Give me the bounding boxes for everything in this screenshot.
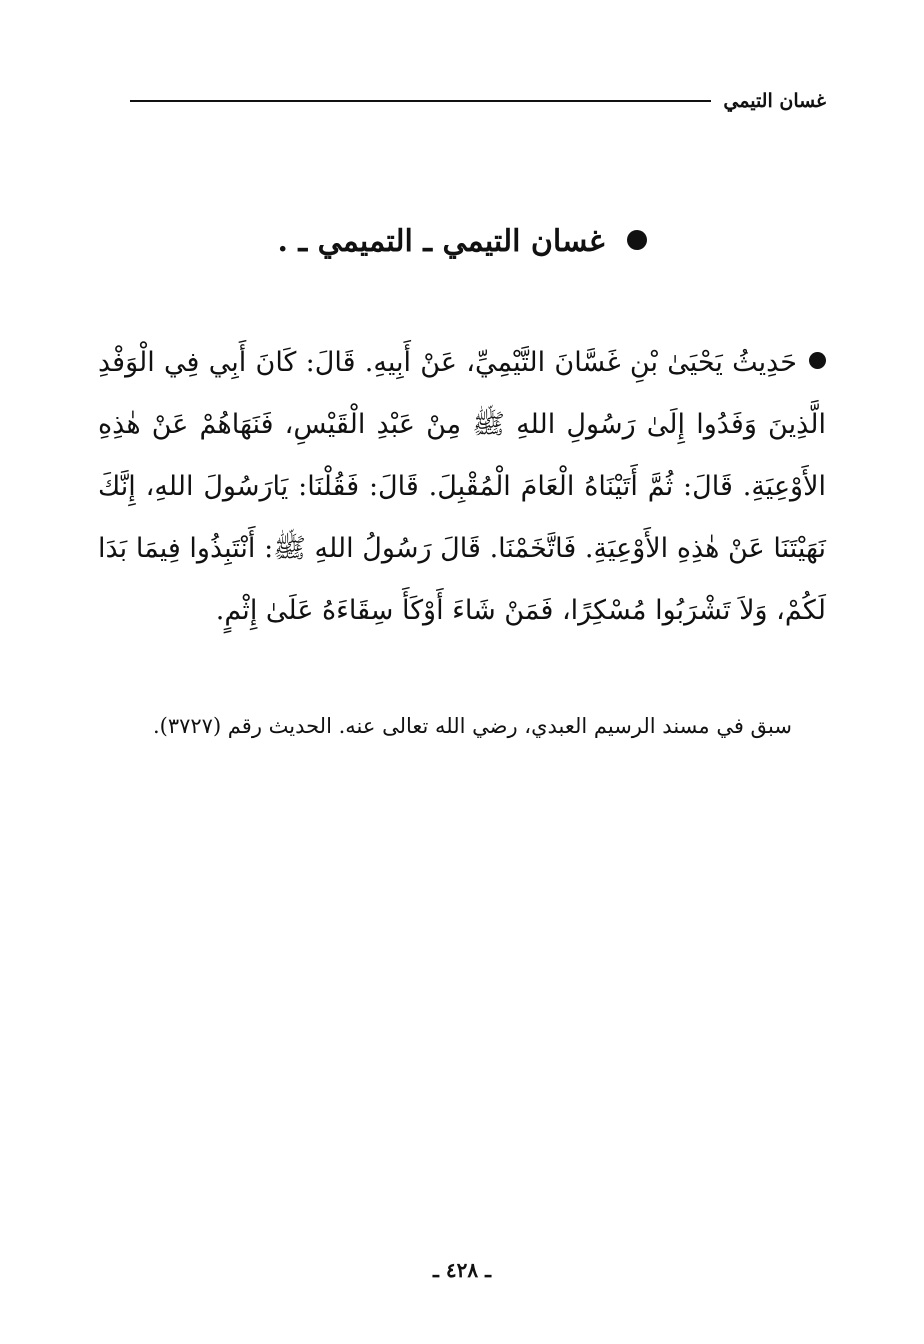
header-rule — [130, 100, 711, 102]
running-header — [130, 86, 826, 116]
chapter-title: غسان التيمي ـ التميمي ـ . — [277, 224, 605, 259]
chapter-heading — [0, 218, 924, 266]
running-title: غسان التيمي — [723, 90, 826, 112]
footnote — [98, 704, 826, 748]
bullet-icon — [809, 352, 826, 369]
bullet-icon — [627, 230, 647, 250]
footnote-text: سبق في مسند الرسيم العبدي، رضي الله تعالى عنه. الحديث رقم (٣٧٢٧). — [152, 714, 792, 738]
page-number: ـ ٤٢٨ ـ — [433, 1258, 491, 1282]
hadith-text: حَدِيثُ يَحْيَىٰ بْنِ غَسَّانَ التَّيْمِيِّ، عَنْ أَبِيهِ. قَالَ: كَانَ أَبِي فِي الْوَفْدِ الَّذِينَ وَفَدُوا إِلَىٰ رَسُولِ اللهِ ﷺ مِنْ عَبْدِ الْقَيْسِ، فَنَهَاهُمْ عَنْ هٰذِهِ الأَوْعِيَةِ. قَالَ: ثُمَّ أَتَيْنَاهُ الْعَامَ الْمُقْبِلَ. قَالَ: فَقُلْنَا: يَارَسُولَ اللهِ، إِنَّكَ نَهَيْتَنَا عَنْ هٰذِهِ الأَوْعِيَةِ. فَاتَّخَمْنَا. قَالَ رَسُولُ اللهِ ﷺ: أَنْتَبِذُوا فِيمَا بَدَا لَكُمْ، وَلاَ تَشْرَبُوا مُسْكِرًا، فَمَنْ شَاءَ أَوْكَأَ سِقَاءَهُ عَلَىٰ إِثْمٍ. — [98, 347, 826, 626]
hadith-paragraph — [98, 332, 826, 642]
